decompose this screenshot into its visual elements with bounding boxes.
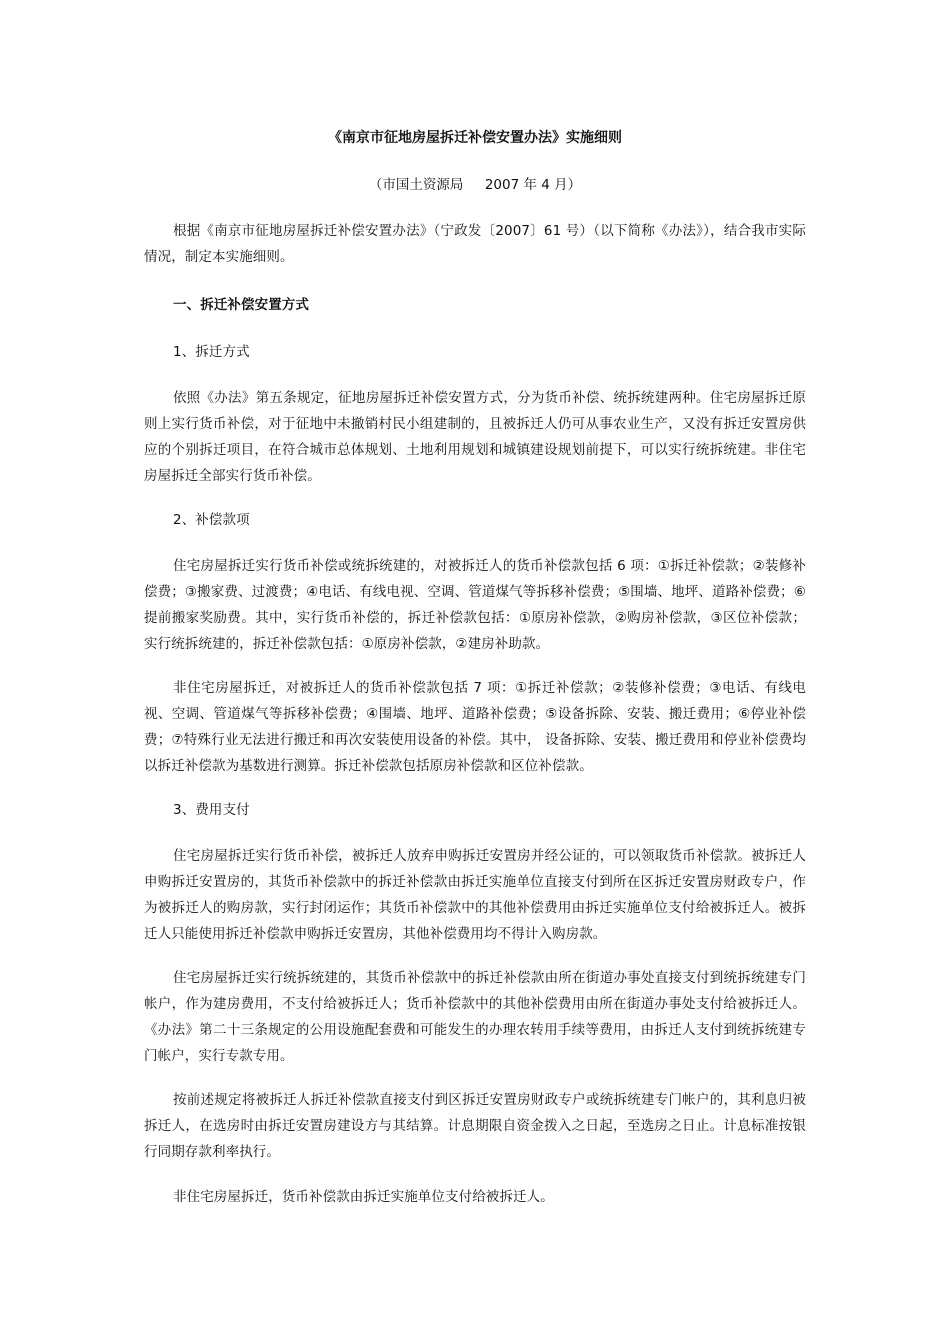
paragraph-interest: 按前述规定将被拆迁人拆迁补偿款直接支付到区拆迁安置房财政专户或统拆统建专门帐户的，其利息归被拆迁人，在选房时由拆迁安置房建设方与其结算。计息期限自资金拨入之日起，至选房之日止。计息标准按银行同期存款利率执行。 bbox=[144, 1092, 806, 1160]
section-heading-1: 一、拆迁补偿安置方式 bbox=[173, 297, 309, 313]
paragraph-nonresidential-payment: 非住宅房屋拆迁，货币补偿款由拆迁实施单位支付给被拆迁人。 bbox=[173, 1189, 554, 1205]
paragraph-monetary-payment: 住宅房屋拆迁实行货币补偿，被拆迁人放弃申购拆迁安置房并经公证的，可以领取货币补偿款。被拆迁人申购拆迁安置房的，其货币补偿款中的拆迁补偿款由拆迁实施单位直接支付到所在区拆迁安置房财政专户，作为被拆迁人的购房款，实行封闭运作；其货币补偿款中的其他补偿费用由拆迁实施单位支付给被拆迁人。被拆迁人只能使用拆迁补偿款申购拆迁安置房，其他补偿费用均不得计入购房款。 bbox=[144, 848, 806, 942]
document-title: 《南京市征地房屋拆迁补偿安置办法》实施细则 bbox=[328, 130, 622, 146]
document-subtitle: （市国土资源局 2007 年 4 月） bbox=[368, 177, 582, 193]
subsection-heading-3: 3、费用支付 bbox=[173, 802, 250, 818]
paragraph-residential-compensation: 住宅房屋拆迁实行货币补偿或统拆统建的，对被拆迁人的货币补偿款包括 6 项：①拆迁补偿款；②装修补偿费；③搬家费、过渡费；④电话、有线电视、空调、管道煤气等拆移补偿费；⑤围墙、地坪、道路补偿费；⑥提前搬家奖励费。其中，实行货币补偿的，拆迁补偿款包括：①原房补偿款，②购房补偿款，③区位补偿款；实行统拆统建的，拆迁补偿款包括：①原房补偿款，②建房补助款。 bbox=[144, 558, 806, 652]
paragraph-demolition-method: 依照《办法》第五条规定，征地房屋拆迁补偿安置方式，分为货币补偿、统拆统建两种。住宅房屋拆迁原则上实行货币补偿，对于征地中未撤销村民小组建制的，且被拆迁人仍可从事农业生产，又没有拆迁安置房供应的个别拆迁项目，在符合城市总体规划、土地利用规划和城镇建设规划前提下，可以实行统拆统建。非住宅房屋拆迁全部实行货币补偿。 bbox=[144, 390, 806, 484]
paragraph-nonresidential-compensation: 非住宅房屋拆迁，对被拆迁人的货币补偿款包括 7 项：①拆迁补偿款；②装修补偿费；③电话、有线电视、空调、管道煤气等拆移补偿费；④围墙、地坪、道路补偿费；⑤设备拆除、安装、搬迁费用；⑥停业补偿费；⑦特殊行业无法进行搬迁和再次安装使用设备的补偿。其中， 设备拆除、安装、搬迁费用和停业补偿费均以拆迁补偿款为基数进行测算。拆迁补偿款包括原房补偿款和区位补偿款。 bbox=[144, 680, 806, 774]
subsection-heading-1: 1、拆迁方式 bbox=[173, 344, 250, 360]
subsection-heading-2: 2、补偿款项 bbox=[173, 512, 250, 528]
paragraph-unified-construction-payment: 住宅房屋拆迁实行统拆统建的，其货币补偿款中的拆迁补偿款由所在街道办事处直接支付到统拆统建专门帐户，作为建房费用，不支付给被拆迁人；货币补偿款中的其他补偿费用由所在街道办事处支付给被拆迁人。《办法》第二十三条规定的公用设施配套费和可能发生的办理农转用手续等费用，由拆迁人支付到统拆统建专门帐户，实行专款专用。 bbox=[144, 970, 806, 1064]
intro-paragraph: 根据《南京市征地房屋拆迁补偿安置办法》（宁政发〔2007〕61 号）（以下简称《办法》），结合我市实际情况，制定本实施细则。 bbox=[144, 223, 806, 265]
